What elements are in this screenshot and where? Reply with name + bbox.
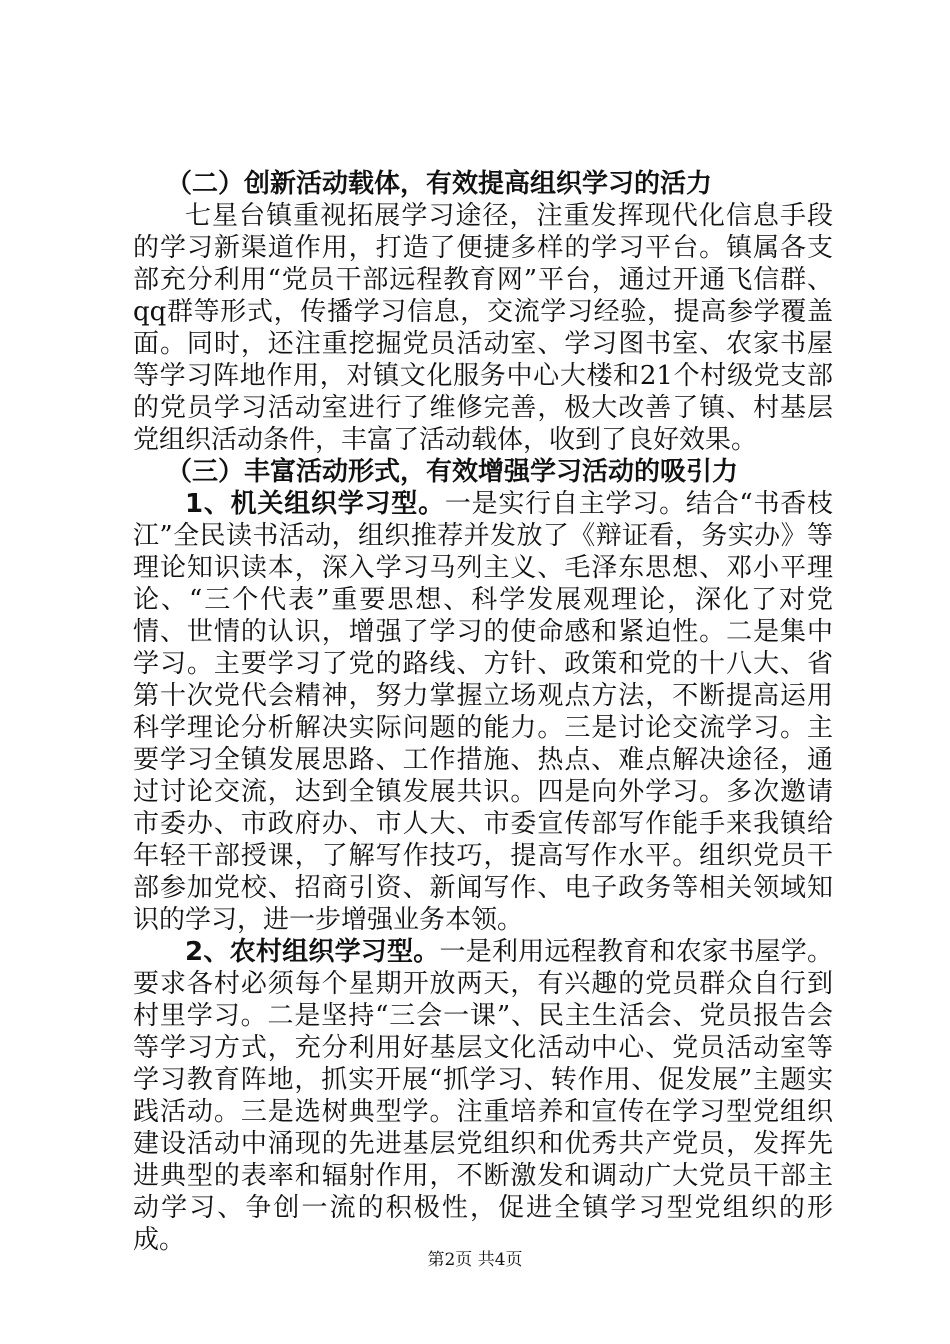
paragraph-text: 一是实行自主学习。结合“书香枝江”全民读书活动，组织推荐并发放了《辩证看，务实办》等理论知识读本，深入学习马列主义、毛泽东思想、邓小平理论、“三个代表”重要思想、科学发展观理论，深化了对党情、世情的认识，增强了学习的使命感和紧迫性。二是集中学习。主要学习了党的路线、方针、政策和党的十八大、省第十次党代会精神，努力掌握立场观点方法，不断提高运用科学理论分析解决实际问题的能力。三是讨论交流学习。主要学习全镇发展思路、工作措施、热点、难点解决途径，通过讨论交流，达到全镇发展共识。四是向外学习。多次邀请市委办、市政府办、市人大、市委宣传部写作能手来我镇给年轻干部授课，了解写作技巧，提高写作水平。组织党员干部参加党校、招商引资、新闻写作、电子政务等相关领域知识的学习，进一步增强业务本领。	[133, 489, 834, 935]
paragraph-text: 七星台镇重视拓展学习途径，注重发挥现代化信息手段的学习新渠道作用，打造了便捷多样的学习平台。镇属各支部充分利用“党员干部远程教育网”平台，通过开通飞信群、qq群等形式，传播学习信息，交流学习经验，提高参学覆盖面。同时，还注重挖掘党员活动室、学习图书室、农家书屋等学习阵地作用，对镇文化服务中心大楼和21个村级党支部的党员学习活动室进行了维修完善，极大改善了镇、村基层党组织活动条件，丰富了活动载体，收到了良好效果。	[133, 201, 833, 455]
section-heading-2: （二）创新活动载体，有效提高组织学习的活力	[166, 169, 713, 199]
document-body	[133, 168, 833, 1256]
body-paragraph	[133, 200, 833, 456]
page-footer: 第2页 共4页	[427, 1250, 523, 1270]
section-heading-3: （三）丰富活动形式，有效增强学习活动的吸引力	[166, 457, 739, 487]
paragraph-text: 一是利用远程教育和农家书屋学。要求各村必须每个星期开放两天，有兴趣的党员群众自行到村里学习。二是坚持“三会一课”、民主生活会、党员报告会等学习方式，充分利用好基层文化活动中心、党员活动室等学习教育阵地，抓实开展“抓学习、转作用、促发展”主题实践活动。三是选树典型学。注重培养和宣传在学习型党组织建设活动中涌现的先进基层党组织和优秀共产党员，发挥先进典型的表率和辐射作用，不断激发和调动广大党员干部主动学习、争创一流的积极性，促进全镇学习型党组织的形成。	[133, 937, 833, 1255]
paragraph-lead: 2、农村组织学习型。	[185, 937, 440, 967]
paragraph-lead: 1、机关组织学习型。	[185, 489, 445, 519]
body-paragraph	[133, 936, 833, 1256]
body-paragraph	[133, 488, 833, 936]
